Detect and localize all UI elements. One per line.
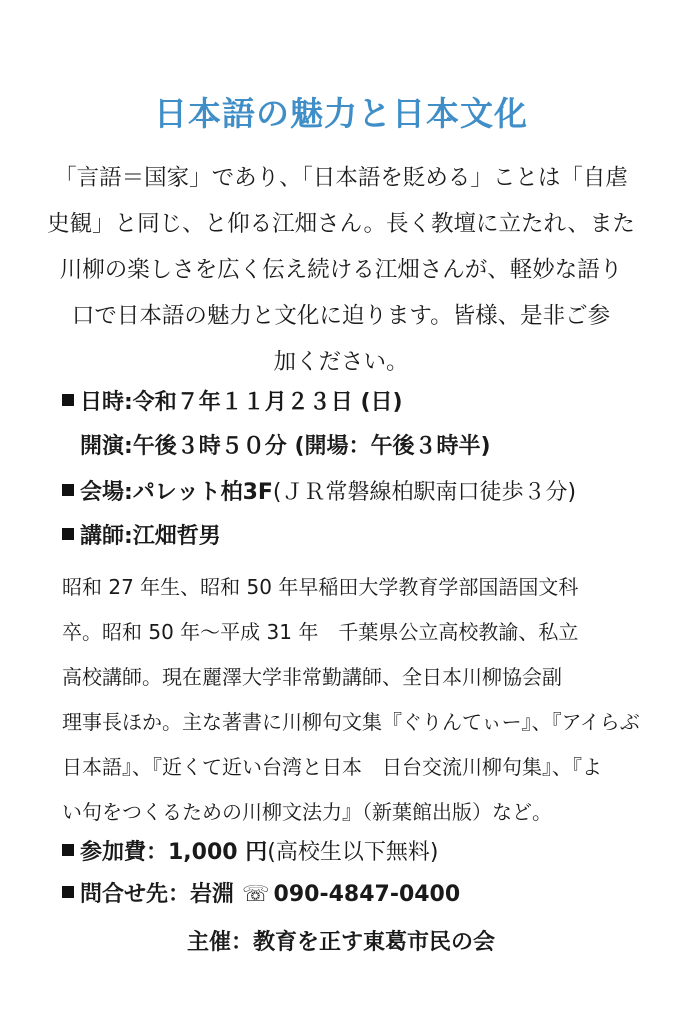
datetime-label: 日時:令和７年１１月２３日 (日) [80,390,403,415]
bio-line: 昭和 27 年生、昭和 50 年早稲田大学教育学部国語国文科 [62,575,579,599]
bullet-square-icon [62,528,74,540]
bullet-square-icon [62,844,74,856]
bio-line: い句をつくるための川柳文法力』（新葉館出版）など。 [62,800,552,824]
bullet-square-icon [62,394,74,406]
lecturer-label: 講師:江畑哲男 [80,524,221,549]
bio-line: 日本語』、『近くて近い台湾と日本 日台交流川柳句集』、『よ [62,755,602,779]
contact-row [62,880,460,910]
fee-detail: (高校生以下無料) [267,840,439,865]
start-time-row [80,432,491,462]
fee-label: 参加費：1,000 円 [80,840,268,865]
intro-line: 史観」と同じ、と仰る江畑さん。長く教壇に立たれ、また [47,211,635,237]
bio-line: 理事長ほか。主な著書に川柳句文集『ぐりんてぃー』、『アイらぶ [62,710,640,734]
venue-detail: (ＪＲ常磐線柏駅南口徒歩３分) [272,480,577,505]
intro-line: 川柳の楽しさを広く伝え続ける江畑さんが、軽妙な語り [59,257,623,283]
start-time-label: 開演:午後３時５０分 (開場：午後３時半) [80,434,491,459]
bio-line: 卒。昭和 50 年～平成 31 年 千葉県公立高校教諭、私立 [62,620,579,644]
contact-label: 問合せ先：岩淵 [80,882,235,907]
venue-row [62,478,576,508]
phone-number: 090-4847-0400 [273,882,461,907]
datetime-row [62,388,403,418]
lecturer-row [62,522,221,552]
bullet-square-icon [62,886,74,898]
intro-line: 口で日本語の魅力と文化に迫ります。皆様、是非ご参 [71,303,611,329]
bullet-square-icon [62,484,74,496]
lecturer-bio [62,565,662,835]
venue-label: 会場:パレット柏3F [80,480,273,505]
fee-row [62,838,438,868]
flyer-title: 日本語の魅力と日本文化 [154,94,528,133]
bio-line: 高校講師。現在麗澤大学非常勤講師、全日本川柳協会副 [62,665,562,689]
phone-icon: ☏ [242,882,270,907]
intro-line: 「言語＝国家」であり、「日本語を貶める」ことは「自虐 [54,165,628,191]
intro-paragraph [0,155,682,385]
intro-line: 加ください。 [273,349,409,375]
host-organizer: 主催：教育を正す東葛市民の会 [186,930,495,955]
